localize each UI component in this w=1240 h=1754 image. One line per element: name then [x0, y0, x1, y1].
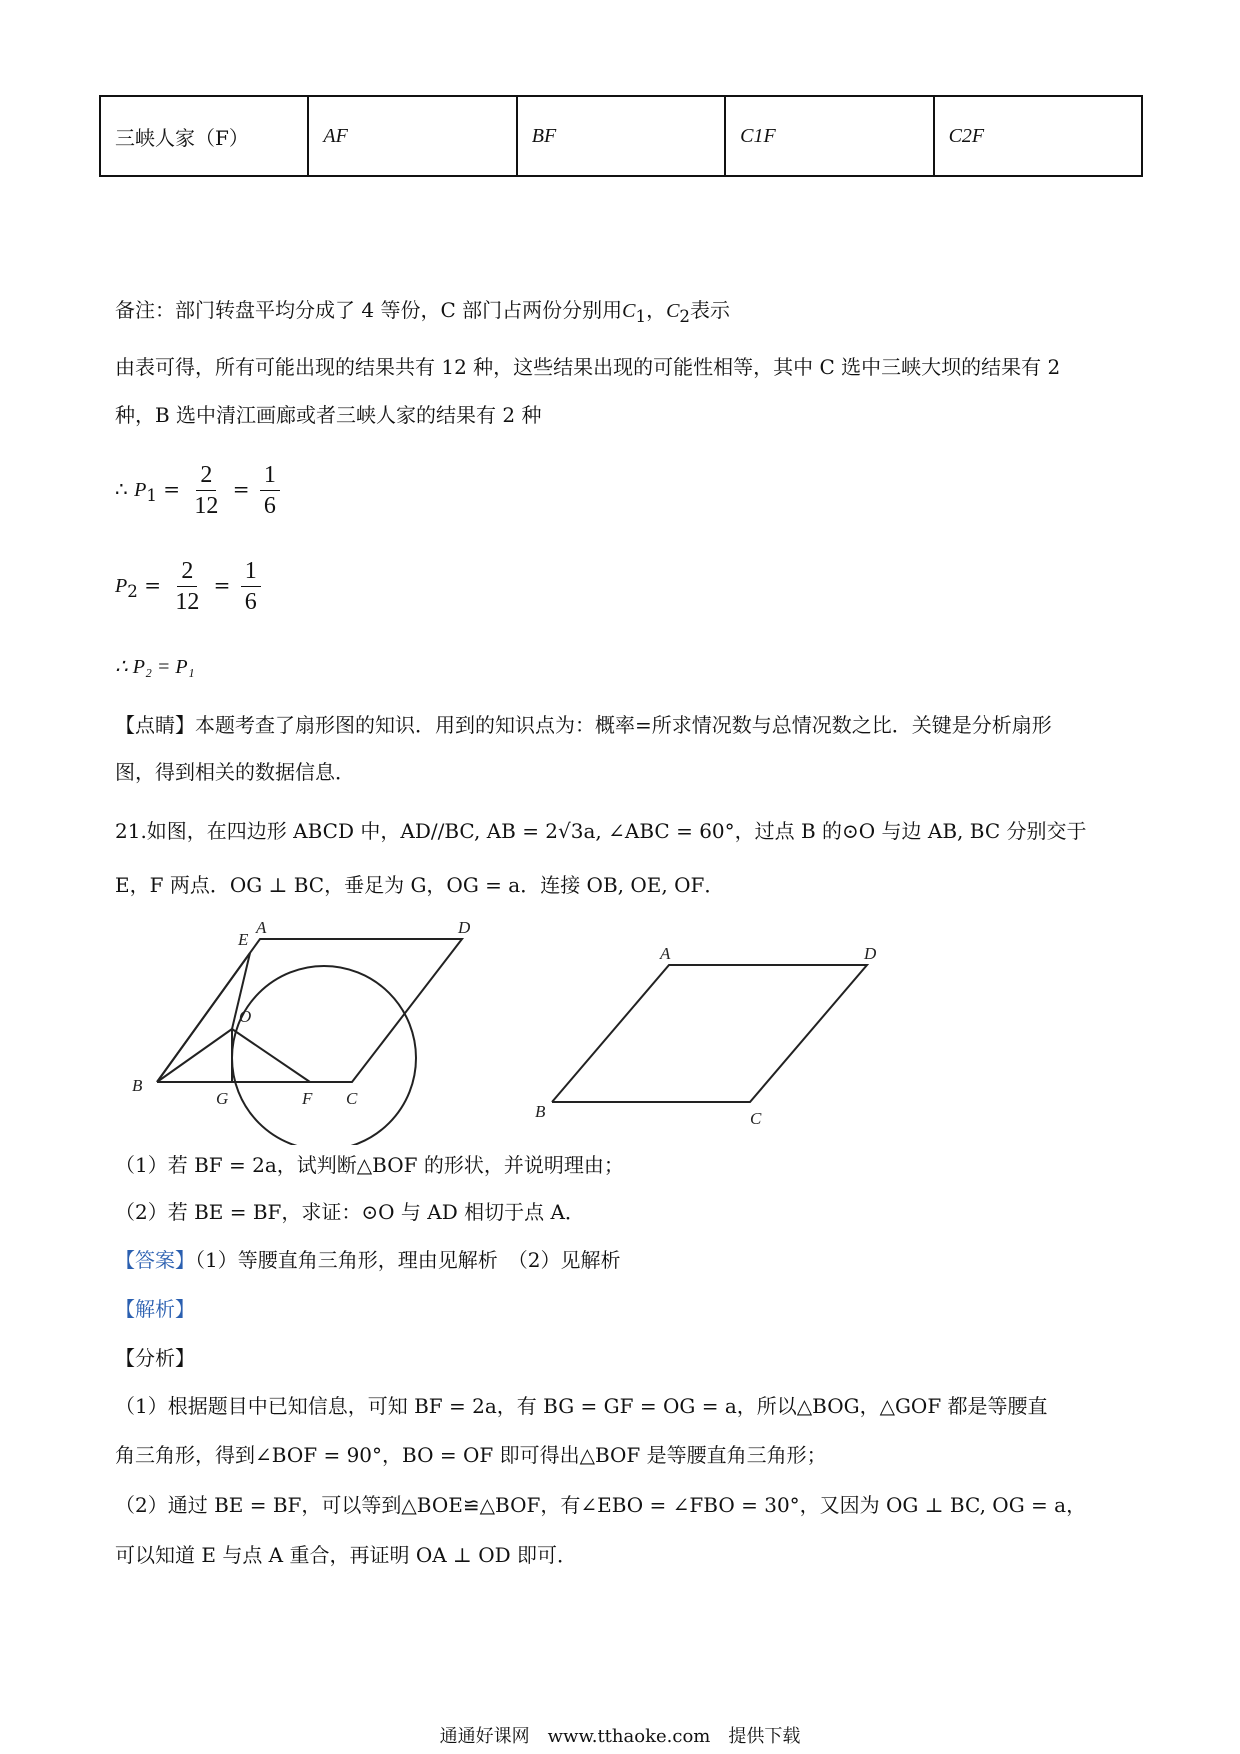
- jiexi-tag: 【解析】: [115, 1297, 195, 1321]
- geometry-figure: [120, 915, 1120, 1145]
- denominator: 6: [263, 493, 276, 519]
- circle-o: [232, 966, 416, 1145]
- equation-p1: [115, 460, 284, 521]
- note-sep: ，: [646, 298, 667, 322]
- label-d: D: [458, 918, 471, 937]
- footer-watermark: 通通好课网 www.tthaoke.com 提供下载: [439, 1726, 801, 1747]
- question-21-line-2: E，F 两点．OG ⊥ BC，垂足为 G，OG = a．连接 OB, OE, OF．: [115, 873, 725, 897]
- result-line-2: 种，B 选中清江画廊或者三峡人家的结果有 2 种: [115, 403, 542, 427]
- answer-text: （1）等腰直角三角形，理由见解析 （2）见解析: [195, 1248, 621, 1272]
- denominator: 12: [194, 493, 219, 519]
- c1-symbol: C: [622, 300, 636, 322]
- right-figure: [535, 944, 877, 1128]
- p-symbol: P: [115, 575, 128, 597]
- c1-subscript: 1: [635, 307, 647, 326]
- table-cell: AF: [308, 96, 516, 176]
- numerator: 2: [196, 460, 216, 491]
- fraction: [260, 460, 280, 521]
- sub-question-2: （2）若 BE = BF，求证：⊙O 与 AD 相切于点 A．: [115, 1200, 585, 1224]
- fraction: [241, 556, 261, 617]
- fraction: [190, 460, 222, 521]
- numerator: 2: [177, 556, 197, 587]
- answer-line: [115, 1245, 620, 1275]
- result-line-1: 由表可得，所有可能出现的结果共有 12 种，这些结果出现的可能性相等，其中 C 选中三峡大坝的结果有 2: [115, 355, 1061, 379]
- dianjing-line-1: 【点睛】本题考查了扇形图的知识．用到的知识点为：概率=所求情况数与总情况数之比．关键是分析扇形: [115, 713, 1052, 737]
- analysis-1-line-1: （1）根据题目中已知信息，可知 BF = 2a，有 BG = GF = OG = a，所以△BOG，△GOF 都是等腰直: [115, 1394, 1048, 1418]
- equals-sign: =: [144, 573, 161, 597]
- c2-symbol: C: [666, 300, 680, 322]
- label-a: A: [660, 944, 671, 963]
- c2-subscript: 2: [679, 307, 691, 326]
- left-figure: [132, 918, 471, 1145]
- note-text: 备注：部门转盘平均分成了 4 等份，C 部门占两份分别用: [115, 298, 623, 322]
- analysis-2-line-2: 可以知道 E 与点 A 重合，再证明 OA ⊥ OD 即可．: [115, 1543, 577, 1567]
- numerator: 1: [260, 460, 280, 491]
- equation-p2: [115, 556, 265, 617]
- table-cell: C2F: [934, 96, 1142, 176]
- segment-be: [157, 953, 250, 1082]
- label-a: A: [256, 918, 267, 937]
- analysis-2-line-1: （2）通过 BE = BF，可以等到△BOE≌△BOF，有∠EBO = ∠FBO = 30°，又因为 OG ⊥ BC, OG = a，: [115, 1493, 1087, 1517]
- equals-sign: =: [213, 573, 231, 597]
- p-subscript: 2: [127, 582, 138, 601]
- denominator: 12: [175, 589, 200, 615]
- note-suffix: 表示: [690, 298, 731, 322]
- dianjing-line-2: 图，得到相关的数据信息．: [115, 760, 355, 784]
- sub-question-1: （1）若 BF = 2a，试判断△BOF 的形状，并说明理由；: [115, 1153, 624, 1177]
- label-c: C: [346, 1089, 358, 1108]
- equation-p-equal: ∴ P₂ = P₁: [115, 656, 195, 678]
- numerator: 1: [241, 556, 261, 587]
- parallelogram-abcd-2: [552, 965, 867, 1102]
- label-b: B: [132, 1076, 143, 1095]
- fenxi-tag: 【分析】: [115, 1346, 195, 1370]
- answer-tag: 【答案】: [115, 1248, 195, 1272]
- table-row: [100, 96, 1142, 176]
- fraction: [171, 556, 203, 617]
- note-line: [115, 295, 730, 332]
- outcome-table: [99, 95, 1143, 177]
- equals-sign: =: [163, 477, 181, 501]
- label-c: C: [750, 1109, 762, 1128]
- denominator: 6: [244, 589, 257, 615]
- label-d: D: [864, 944, 877, 963]
- p-symbol: P: [134, 479, 147, 501]
- p-subscript: 1: [146, 486, 157, 505]
- segment-of: [232, 1029, 310, 1082]
- question-21-line-1: 21.如图，在四边形 ABCD 中，AD//BC, AB = 2√3a, ∠ABC = 60°，过点 B 的⊙O 与边 AB, BC 分别交于: [115, 819, 1087, 843]
- segment-ob: [157, 1029, 232, 1082]
- analysis-1-line-2: 角三角形，得到∠BOF = 90°，BO = OF 即可得出△BOF 是等腰直角三角形；: [115, 1443, 827, 1467]
- label-e: E: [238, 930, 249, 949]
- label-b: B: [535, 1102, 546, 1121]
- label-o: O: [239, 1007, 252, 1026]
- table-cell: BF: [517, 96, 725, 176]
- table-cell: 三峡人家（F）: [100, 96, 308, 176]
- therefore-symbol: ∴: [115, 477, 128, 501]
- equals-sign: =: [232, 477, 250, 501]
- label-f: F: [302, 1089, 313, 1108]
- table-cell: C1F: [725, 96, 933, 176]
- label-g: G: [216, 1089, 229, 1108]
